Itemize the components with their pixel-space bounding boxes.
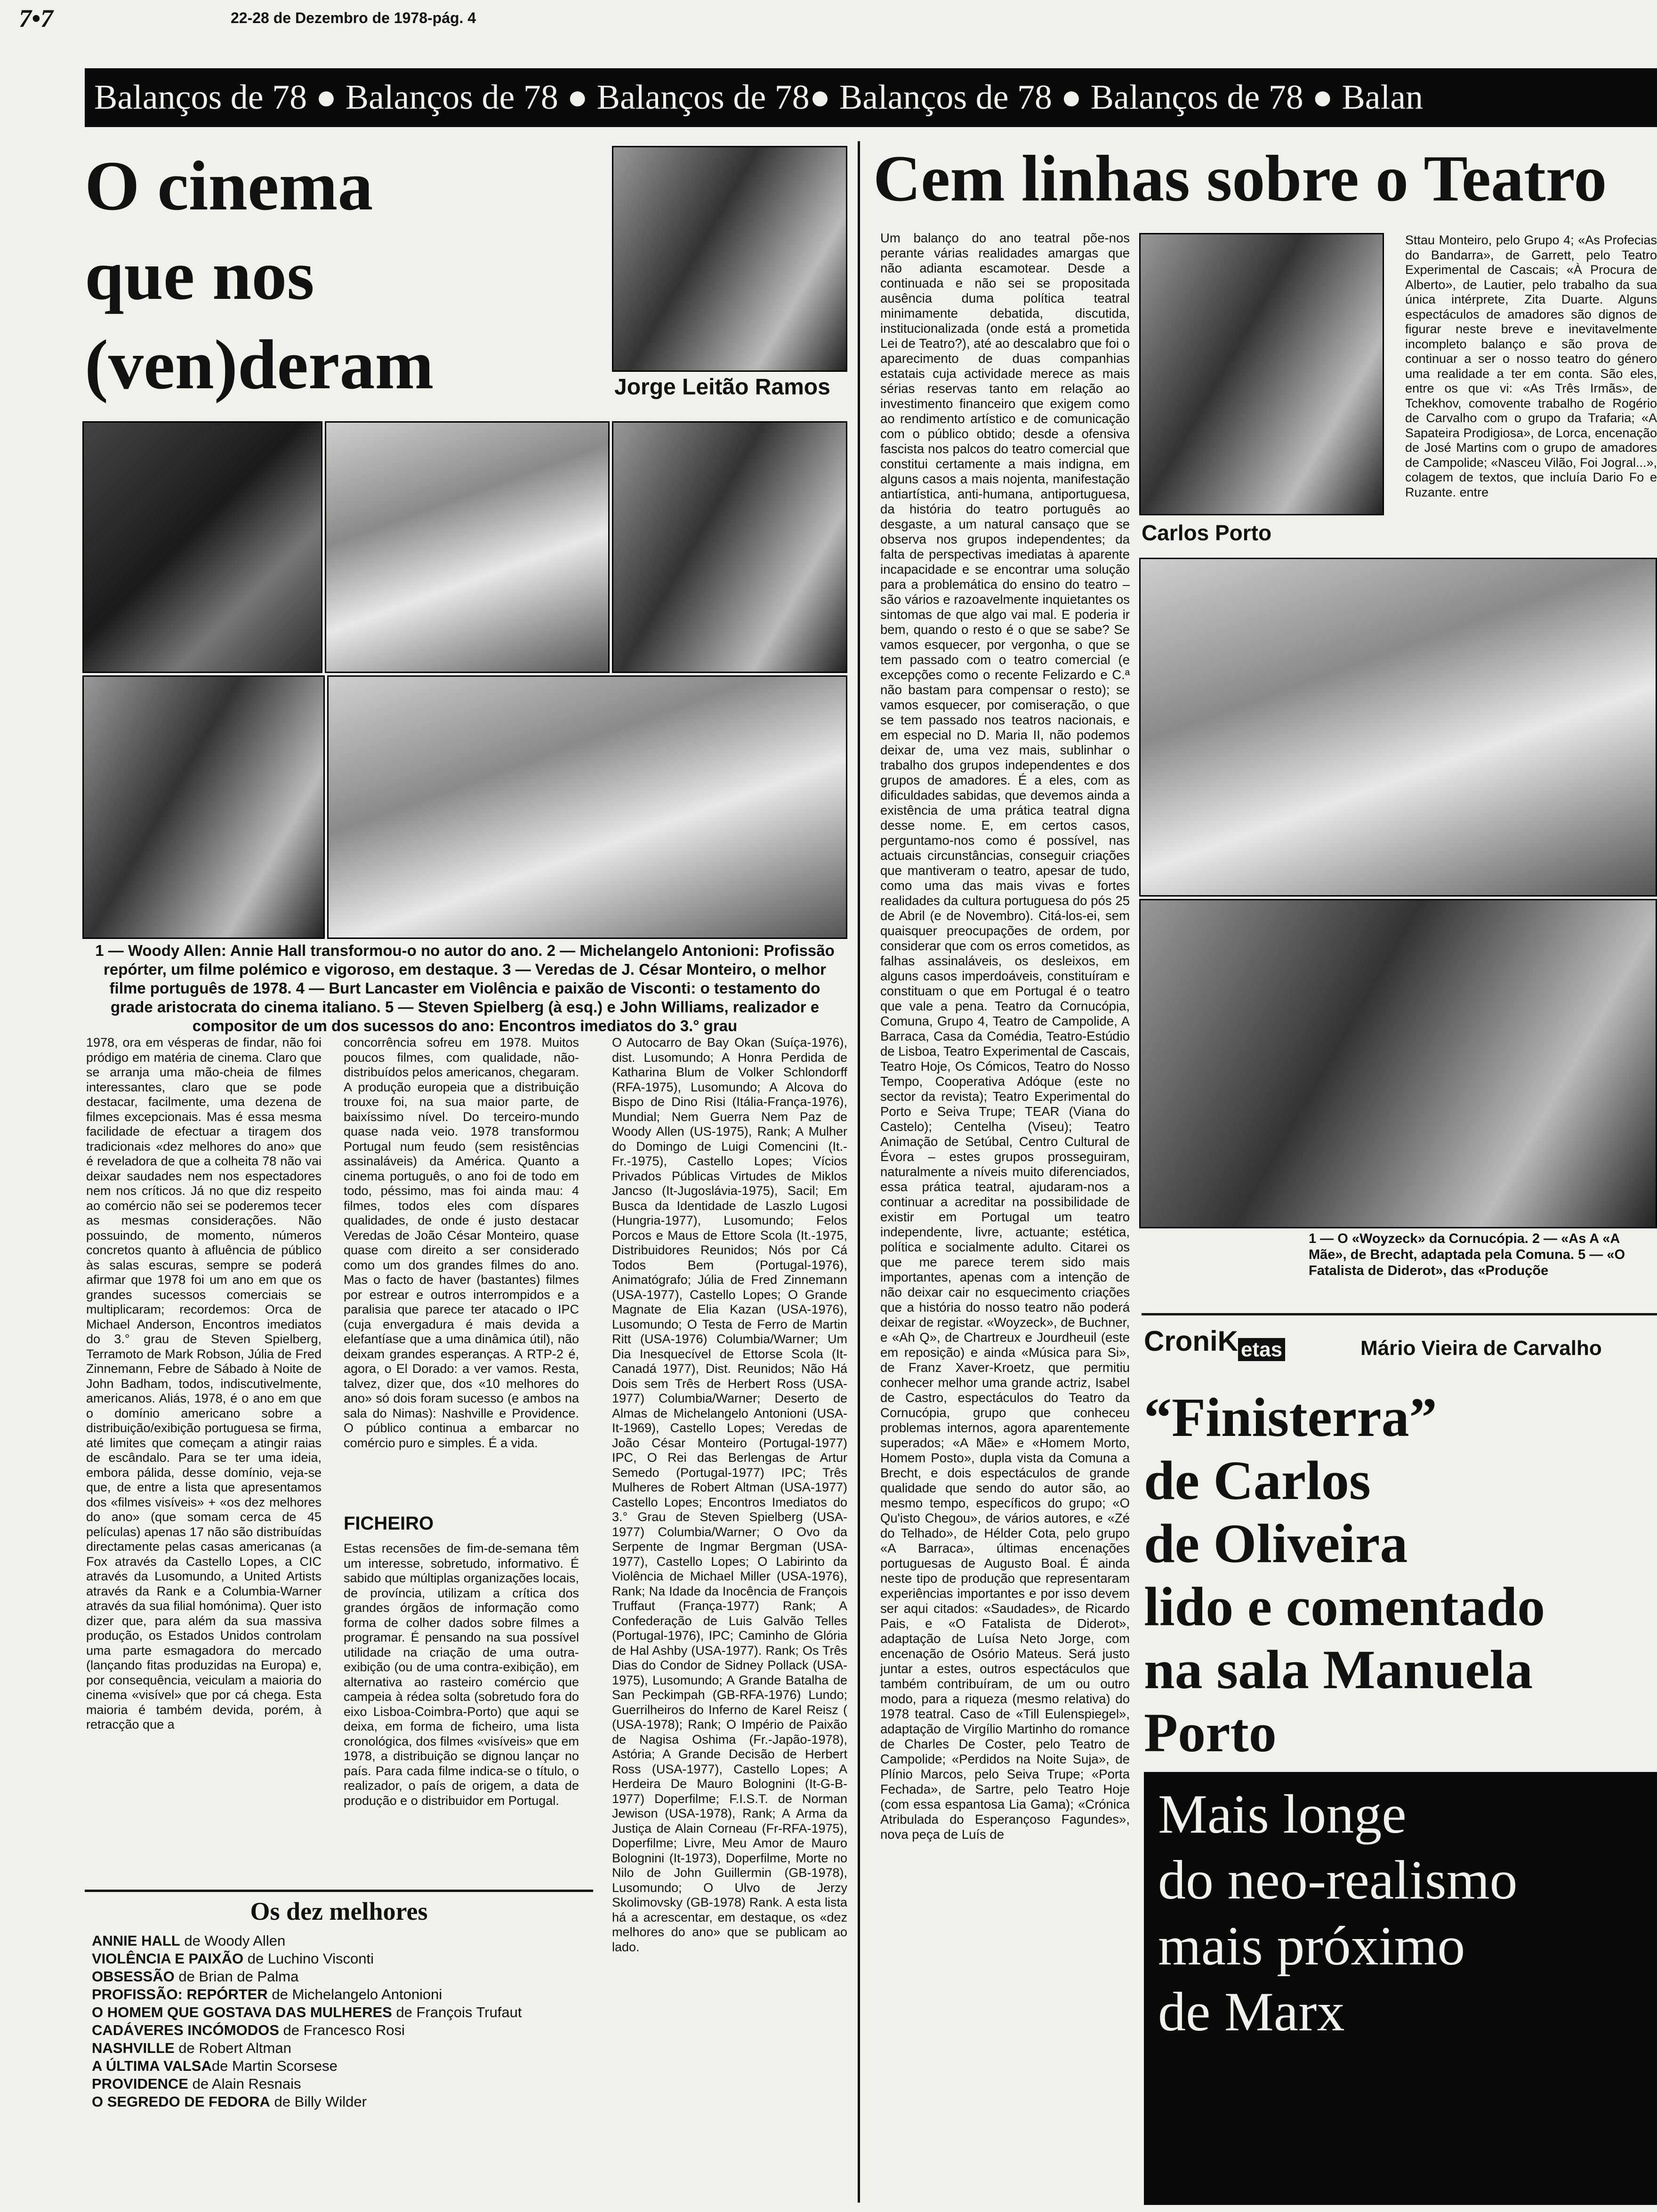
photo-woody-allen	[82, 421, 322, 673]
cinema-headline-line: (ven)deram	[85, 326, 434, 404]
best-item-director: de Alain Resnais	[188, 2076, 301, 2092]
best-item-title: O HOMEM QUE GOSTAVA DAS MULHERES	[92, 2004, 392, 2020]
teatro-author: Carlos Porto	[1142, 521, 1272, 545]
best-item-title: PROFISSÃO: REPÓRTER	[92, 1986, 268, 2003]
teatro-headline: Cem linhas sobre o Teatro	[873, 142, 1607, 215]
best-box-rule	[85, 1890, 593, 1892]
photo-spielberg-williams	[327, 675, 847, 939]
best-item-director: de Luchino Visconti	[243, 1950, 374, 1967]
cinema-column-1: 1978, ora em vésperas de findar, não foi pródigo em matéria de cinema. Claro que se arranja uma mão-cheia de filmes interessantes, claro que se pode destacar, facilmente, uma dezena de filmes excepcionais. Mas é essa mesma facilidade de efectuar a tiragem dos tradicionais «dez melhores do ano» que é reveladora de que a colheita 78 não vai deixar saudades nem nos espectadores nem nos críticos. Já no que diz respeito ao comércio não sei se poderemos tecer as mesmas considerações. Não possuindo, de momento, números concretos quanto à afluência de público às salas escuras, sempre se poderá afirmar que 1978 foi um ano em que os grandes sucessos comerciais se multiplicaram; recordemos: Orca de Michael Anderson, Encontros imediatos do 3.° grau de Steven Spielberg, Terramoto de Mark Robson, Júlia de Fred Zinnemann, Febre de Sábado à Noite de John Badham, todos, indiscutivelmente, americanos. Aliás, 1978, é o ano em que o domínio americano sobre a distribuição/exibição portuguesa se firma, até limites que começam a atingir raias de escândalo. Para se ter uma ideia, embora pálida, desse domínio, veja-se que, de entre a lista que apresentamos dos «filmes visíveis» + «os dez melhores do ano» (que somam cerca de 45 películas) apenas 17 não são distribuídas directamente pelas casas americanas (a Fox através da Castello Lopes, a CIC através da Lusomundo, a United Artists através da Rank e a Columbia-Warner através da sua filial homónima). Quer isto dizer que, para além da sua massiva produção, os Estados Unidos controlam uma parte esmagadora do mercado (lançando fitas produzidas na Europa) e, por consequência, veiculam a maioria do cinema «visível» que por cá chega. Esta maioria é também devida, porém, à retracção que a	[86, 1035, 322, 1731]
cinema-headline-line: que nos	[85, 236, 314, 314]
best-item	[92, 1950, 591, 1968]
best-item	[92, 2039, 591, 2057]
cronica-headline-line: lido e comentado	[1144, 1576, 1545, 1637]
photo-woyzeck-stage	[1139, 558, 1657, 897]
teatro-column-2: Sttau Monteiro, pelo Grupo 4; «As Profecias do Bandarra», de Garrett, pelo Teatro Experimental de Cascais; «À Procura de Alberto», de Lautier, pelo trabalho da sua única intérprete, Zita Duarte. Alguns espectáculos de amadores são dignos de figurar neste breve e inevitavelmente incompleto balanço e são prova de continuar a ser o nosso teatro do género uma realidade a ter em conta. São eles, entre os que vi: «As Três Irmãs», de Tchekhov, comovente trabalho de Rogério de Carvalho com o grupo da Trafaria; «A Sapateira Prodigiosa», de Lorca, encenação de José Martins com o grupo de amadores de Campolide; «Nasceu Vilão, Foi Jogral...», colagem de textos, que incluía Dario Fo e Ruzante. entre	[1405, 233, 1657, 499]
best-item-title: PROVIDENCE	[92, 2076, 188, 2092]
cronica-headline-line: Porto	[1144, 1702, 1277, 1763]
cinema-column-3-ficheiro-list: O Autocarro de Bay Okan (Suíça-1976), dist. Lusomundo; A Honra Perdida de Katharina Blum de Volker Schlondorff (RFA-1975), Lusomundo; A Alcova do Bispo de Dino Risi (Itália-França-1976), Mundial; Nem Guerra Nem Paz de Woody Allen (US-1975), Rank; A Mulher do Domingo de Luigi Comencini (It.-Fr.-1975), Castello Lopes; Vícios Privados Públicas Virtudes de Miklos Jancso (It-Jugoslávia-1975), Sacil; Em Busca da Identidade de Laszlo Lugosi (Hungria-1977), Lusomundo; Felos Porcos e Maus de Ettore Scola (It.-1975, Distribuidores Reunidos; Nós por Cá Todos Bem (Portugal-1976), Animatógrafo; Júlia de Fred Zinnemann (USA-1977), Castello Lopes; O Grande Magnate de Elia Kazan (USA-1976), Lusomundo; O Testa de Ferro de Martin Ritt (USA-1976) Columbia/Warner; Um Dia Inesquecível de Ettorse Scola (It-Canadá 1977), Dist. Reunidos; Não Há Dois sem Três de Herbert Ross (USA-1977) Columbia/Warner; Deserto de Almas de Michelangelo Antonioni (USA-It-1969), Castello Lopes; Veredas de João César Monteiro (Portugal-1977) IPC, O Rei das Berlengas de Artur Semedo (Portugal-1977) IPC; Três Mulheres de Robert Altman (USA-1977) Castello Lopes; Encontros Imediatos do 3.° Grau de Steven Spielberg (USA-1977) Columbia/Warner; O Ovo da Serpente de Ingmar Bergman (USA-1977), Castello Lopes; O Labirinto da Violência de Michael Miller (USA-1976), Rank; Na Idade da Inocência de François Truffaut (França-1977) Rank; A Confederação de Luis Galvão Telles (Portugal-1976), IPC; Caminho de Glória de Hal Ashby (USA-1977). Rank; Os Três Dias do Condor de Sidney Pollack (USA-1975), Lusomundo; A Grande Batalha de San Peckimpah (GB-RFA-1976) Lundo; Guerrilheiros do Inferno de Karel Reisz ( (USA-1978); Rank; O Império de Paixão de Nagisa Oshima (Fr.-Japão-1978), Astória; A Grande Decisão de Herbert Ross (USA-1977), Castello Lopes; A Herdeira De Mauro Bolognini (It-G-B-1977) Doperfilme; F.I.S.T. de Norman Jewison (USA-1978), Rank; A Arma da Justiça de Alain Corneau (Fr-RFA-1975), Doperfilme; Livre, Meu Amor de Mauro Bolognini (It-1973), Doperfilme, Morte no Nilo de John Guillermin (GB-1978), Lusomundo; O Ulvo de Jerzy Skolimovsky (GB-1978) Rank. A esta lista há a acrescentar, em destaque, os «dez melhores do ano» que se publicam ao lado.	[612, 1035, 847, 1954]
best-item	[92, 1932, 591, 1950]
best-item-title: OBSESSÃO	[92, 1968, 175, 1985]
best-item-director: de Brian de Palma	[174, 1968, 299, 1985]
best-list	[92, 1932, 591, 2111]
best-item-director: de François Trufaut	[392, 2004, 522, 2020]
best-item	[92, 2057, 591, 2075]
cronica-headline-line: de Oliveira	[1144, 1513, 1408, 1574]
best-item-title: NASHVILLE	[92, 2040, 175, 2056]
cronica-logo	[1144, 1325, 1285, 1361]
cinema-column-2: concorrência sofreu em 1978. Muitos poucos filmes, com qualidade, não-distribuídos pelos americanos, chegaram. A produção europeia que a distribuição trouxe foi, na sua maior parte, de baixíssimo nível. Do terceiro-mundo quase nada veio. 1978 transformou Portugal num feudo (sem resistências assinaláveis) da América. Quanto a cinema português, o ano foi de todo em todo, péssimo, mas foi ainda mau: 4 filmes, todos eles com díspares qualidades, de onde é justo destacar Veredas de João César Monteiro, quase quase com direito a ser considerado como um dos grandes filmes do ano. Mas o facto de haver (bastantes) filmes por estrear e outros interrompidos e a paralisia que parece ter atacado o IPC (cuja envergadura é mais devida a elefantíase que a uma dinâmica útil), não deixam grandes esperanças. A RTP-2 é, agora, o El Dorado: a ver vamos. Resta, talvez, dizer que, dos «10 melhores do ano» só dois foram sucesso (e ambos na sala do Nimas): Nashville e Providence. O público continua a embarcar no comércio puro e simples. É a vida.	[344, 1035, 579, 1450]
cronica-subhead-line: do neo-realismo	[1158, 1849, 1518, 1911]
best-item-director: de Francesco Rosi	[279, 2022, 405, 2038]
photo-a-mae-comuna	[1139, 899, 1657, 1228]
cinema-headline-line: O cinema	[85, 147, 373, 225]
teatro-photo-caption: 1 — O «Woyzeck» da Cornucópia. 2 — «As A «A Mãe», de Brecht, adaptada pela Comuna. 5 — «O Fatalista de Diderot», das «Produçõe	[1309, 1231, 1625, 1278]
cronica-headline-line: na sala Manuela	[1144, 1639, 1533, 1700]
cronica-logo-main: CroniK	[1144, 1325, 1238, 1357]
best-item-director: de Michelangelo Antonioni	[267, 1986, 442, 2003]
column-divider	[858, 141, 860, 2203]
date-page: 22-28 de Dezembro de 1978-pág. 4	[231, 9, 476, 26]
author-photo-jorge-leitao-ramos	[612, 146, 847, 372]
best-item-title: CADÁVERES INCÓMODOS	[92, 2022, 279, 2038]
cronica-subhead-line: de Marx	[1158, 1981, 1345, 2043]
author-photo-carlos-porto	[1139, 233, 1384, 515]
best-item-title: ANNIE HALL	[92, 1932, 180, 1949]
cronica-subhead-line: mais próximo	[1158, 1915, 1465, 1977]
best-item-title: VIOLÊNCIA E PAIXÃO	[92, 1950, 244, 1967]
cinema-headline	[85, 141, 434, 409]
best-item	[92, 2075, 591, 2093]
photo-veredas	[612, 421, 847, 673]
photo-michelangelo-antonioni	[325, 421, 610, 673]
best-item-title: A ÚLTIMA VALSA	[92, 2058, 212, 2074]
cronica-headline	[1144, 1386, 1657, 1764]
best-item-director: de Martin Scorsese	[211, 2058, 338, 2074]
best-item	[92, 2021, 591, 2039]
best-item	[92, 2004, 591, 2021]
section-banner: Balanços de 78 ● Balanços de 78 ● Balanços de 78● Balanços de 78 ● Balanços de 78 ● Balan	[85, 68, 1657, 127]
best-item	[92, 2093, 591, 2111]
best-item-director: de Woody Allen	[180, 1932, 286, 1949]
cronica-subhead-line: Mais longe	[1158, 1783, 1407, 1845]
cinema-author: Jorge Leitão Ramos	[614, 375, 830, 400]
cinema-column-2b: Estas recensões de fim-de-semana têm um interesse, sobretudo, informativo. É sabido que múltiplas organizações locais, de província, utilizam a crítica dos grandes órgãos de informação como forma de colher dados sobre filmes a programar. É pensando na sua possível utilidade na criação de uma outra-exibição (ou de uma contra-exibição), em alternativa ao rasteiro comércio que campeia à rédea solta (sobretudo fora do eixo Lisboa-Coimbra-Porto) que aqui se deixa, em forma de ficheiro, uma lista cronológica, dos filmes «visíveis» que em 1978, a distribuição se dignou lançar no país. Para cada filme indica-se o título, o realizador, o país de origem, a data de produção e o distribuidor em Portugal.	[344, 1541, 579, 1808]
photo-burt-lancaster	[82, 675, 325, 939]
best-item-title: O SEGREDO DE FEDORA	[92, 2093, 270, 2110]
best-title: Os dez melhores	[250, 1897, 428, 1925]
cronica-logo-sub: etas	[1238, 1338, 1285, 1361]
cronica-subhead-box	[1144, 1772, 1657, 2205]
best-item	[92, 1968, 591, 1986]
best-item-director: de Billy Wilder	[270, 2093, 367, 2110]
best-item	[92, 1986, 591, 2004]
best-item-director: de Robert Altman	[174, 2040, 291, 2056]
cronica-author: Mário Vieira de Carvalho	[1360, 1337, 1602, 1360]
cinema-photo-caption: 1 — Woody Allen: Annie Hall transformou-o no autor do ano. 2 — Michelangelo Antonioni: Profissão repórter, um filme polémico e vigoroso, em destaque. 3 — Veredas de J. César Monteiro, o melhor filme português de 1978. 4 — Burt Lancaster em Violência e paixão de Visconti: o testamento do grade aristocrata do cinema italiano. 5 — Steven Spielberg (à esq.) e John Williams, realizador e compositor de um dos sucessos do ano: Encontros imediatos do 3.° grau	[95, 942, 835, 1034]
cronica-rule	[1142, 1313, 1657, 1315]
masthead-logo: 7•7	[19, 4, 53, 32]
cronica-headline-line: de Carlos	[1144, 1450, 1371, 1511]
cronica-headline-line: “Finisterra”	[1144, 1387, 1437, 1448]
ficheiro-heading: FICHEIRO	[344, 1513, 434, 1534]
teatro-column-1: Um balanço do ano teatral põe-nos perante várias realidades amargas que não adianta escamotear. Desde a continuada e não sei se propositada ausência duma política teatral minimamente debatida, discutida, institucionalizada (onde está a prometida Lei de Teatro?), até ao descalabro que foi o aparecimento de duas companhias estatais cuja actividade merece as mais sérias reservas tanto em relação ao investimento financeiro que exigem como ao rendimento artístico e de comunicação com o público obtido; desde a ofensiva fascista nos palcos do teatro comercial que constitui certamente a mais indigna, em alguns casos a mais nojenta, manifestação antiartística, anti-humana, antiportuguesa, da história do teatro português ao desgaste, a um natural cansaço que se observa nos grupos independentes; da falta de perspectivas imediatas à aparente incapacidade e se encontrar uma solução para a problemática do ensino do teatro – são vários e razoavelmente inquietantes os sintomas de que algo vai mal. E poderia ir bem, quando o resto é o que se sabe? Se vamos esquecer, por vergonha, o que se tem passado com o teatro comercial (e excepções como o recente Felizardo e C.ª não bastam para compensar o resto); se vamos esquecer, por comiseração, o que se tem passado nos teatros nacionais, e em especial no D. Maria II, não podemos deixar de, uma vez mais, sublinhar o trabalho dos grupos independentes e dos grupos de amadores. É a eles, com as dificuldades sabidas, que devemos ainda a existência de uma prática teatral digna desse nome. E, em certos casos, perguntamo-nos como é possível, nas actuais circunstâncias, conseguir criações que mantiveram o teatro, apesar de tudo, como uma das mais vivas e fortes realidades da cultura portuguesa do pós 25 de Abril (e de Novembro). Citá-los-ei, sem quaisquer preocupações de ordem, por considerar que com os erros cometidos, as falhas assinaláveis, os desleixos, em alguns casos imperdoáveis, constituíram e constituam o que em Portugal é o teatro que vale a pena. Teatro da Cornucópia, Comuna, Grupo 4, Teatro de Campolide, A Barraca, Casa da Comédia, Teatro-Estúdio de Lisboa, Teatro Experimental de Cascais, Teatro Hoje, Os Cómicos, Teatro do Nosso Tempo, Cooperativa Adóque (este no sector da revista); Teatro Experimental do Porto e Seiva Trupe; TEAR (Viana do Castelo); Centelha (Viseu); Teatro Animação de Setúbal, Centro Cultural de Évora – estes grupos prosseguiram, naturalmente a níveis muito diferenciados, essa prática teatral, ajudaram-nos a continuar a acreditar na possibilidade de existir em Portugal um teatro independente, livre, actuante; estética, política e socialmente adulto. Citarei os que me parece terem sido mais importantes, apenas com a intenção de não deixar cair no esquecimento criações que a história do nosso teatro não poderá deixar de registar. «Woyzeck», de Buchner, e «Ah Q», de Chartreux e Jourdheuil (este em reposição) e ainda «Música para Si», de Franz Xaver-Kroetz, que permitiu conhecer melhor uma grande actriz, Isabel de Castro, espectáculos do Teatro da Cornucópia, grupo que conheceu problemas internos, agora aparentemente superados; «A Mãe» e «Homem Morto, Homem Posto», dupla vista da Comuna a Brecht, e dois espectáculos de grande qualidade que sendo do autor são, ao mesmo tempo, específicos do grupo; «O Qu'isto Chegou», de vários autores, e «Zé do Telhado», de Hélder Cota, pelo grupo «A Barraca», últimas encenações portuguesas de Augusto Boal. É ainda neste tipo de produção que representaram experiências importantes e por isso devem ser aqui citados: «Saudades», de Ricardo Pais, e «O Fatalista de Diderot», adaptação de Luísa Neto Jorge, com encenação de Osório Mateus. Será justo juntar a estes, outros espectáculos que também contribuíram, de um ou outro modo, para a riqueza (mesmo relativa) do 1978 teatral. Caso de «Till Eulenspiegel», adaptação de Virgílio Martinho do romance de Charles De Coster, pelo Teatro de Campolide; «Perdidos na Noite Suja», de Plínio Marcos, pelo Seiva Trupe; «Porta Fechada», de Sartre, pelo Teatro Hoje (com essa espantosa Lia Gama); «Crónica Atribulada do Esperançoso Fagundes», nova peça de Luís de	[880, 231, 1130, 1842]
